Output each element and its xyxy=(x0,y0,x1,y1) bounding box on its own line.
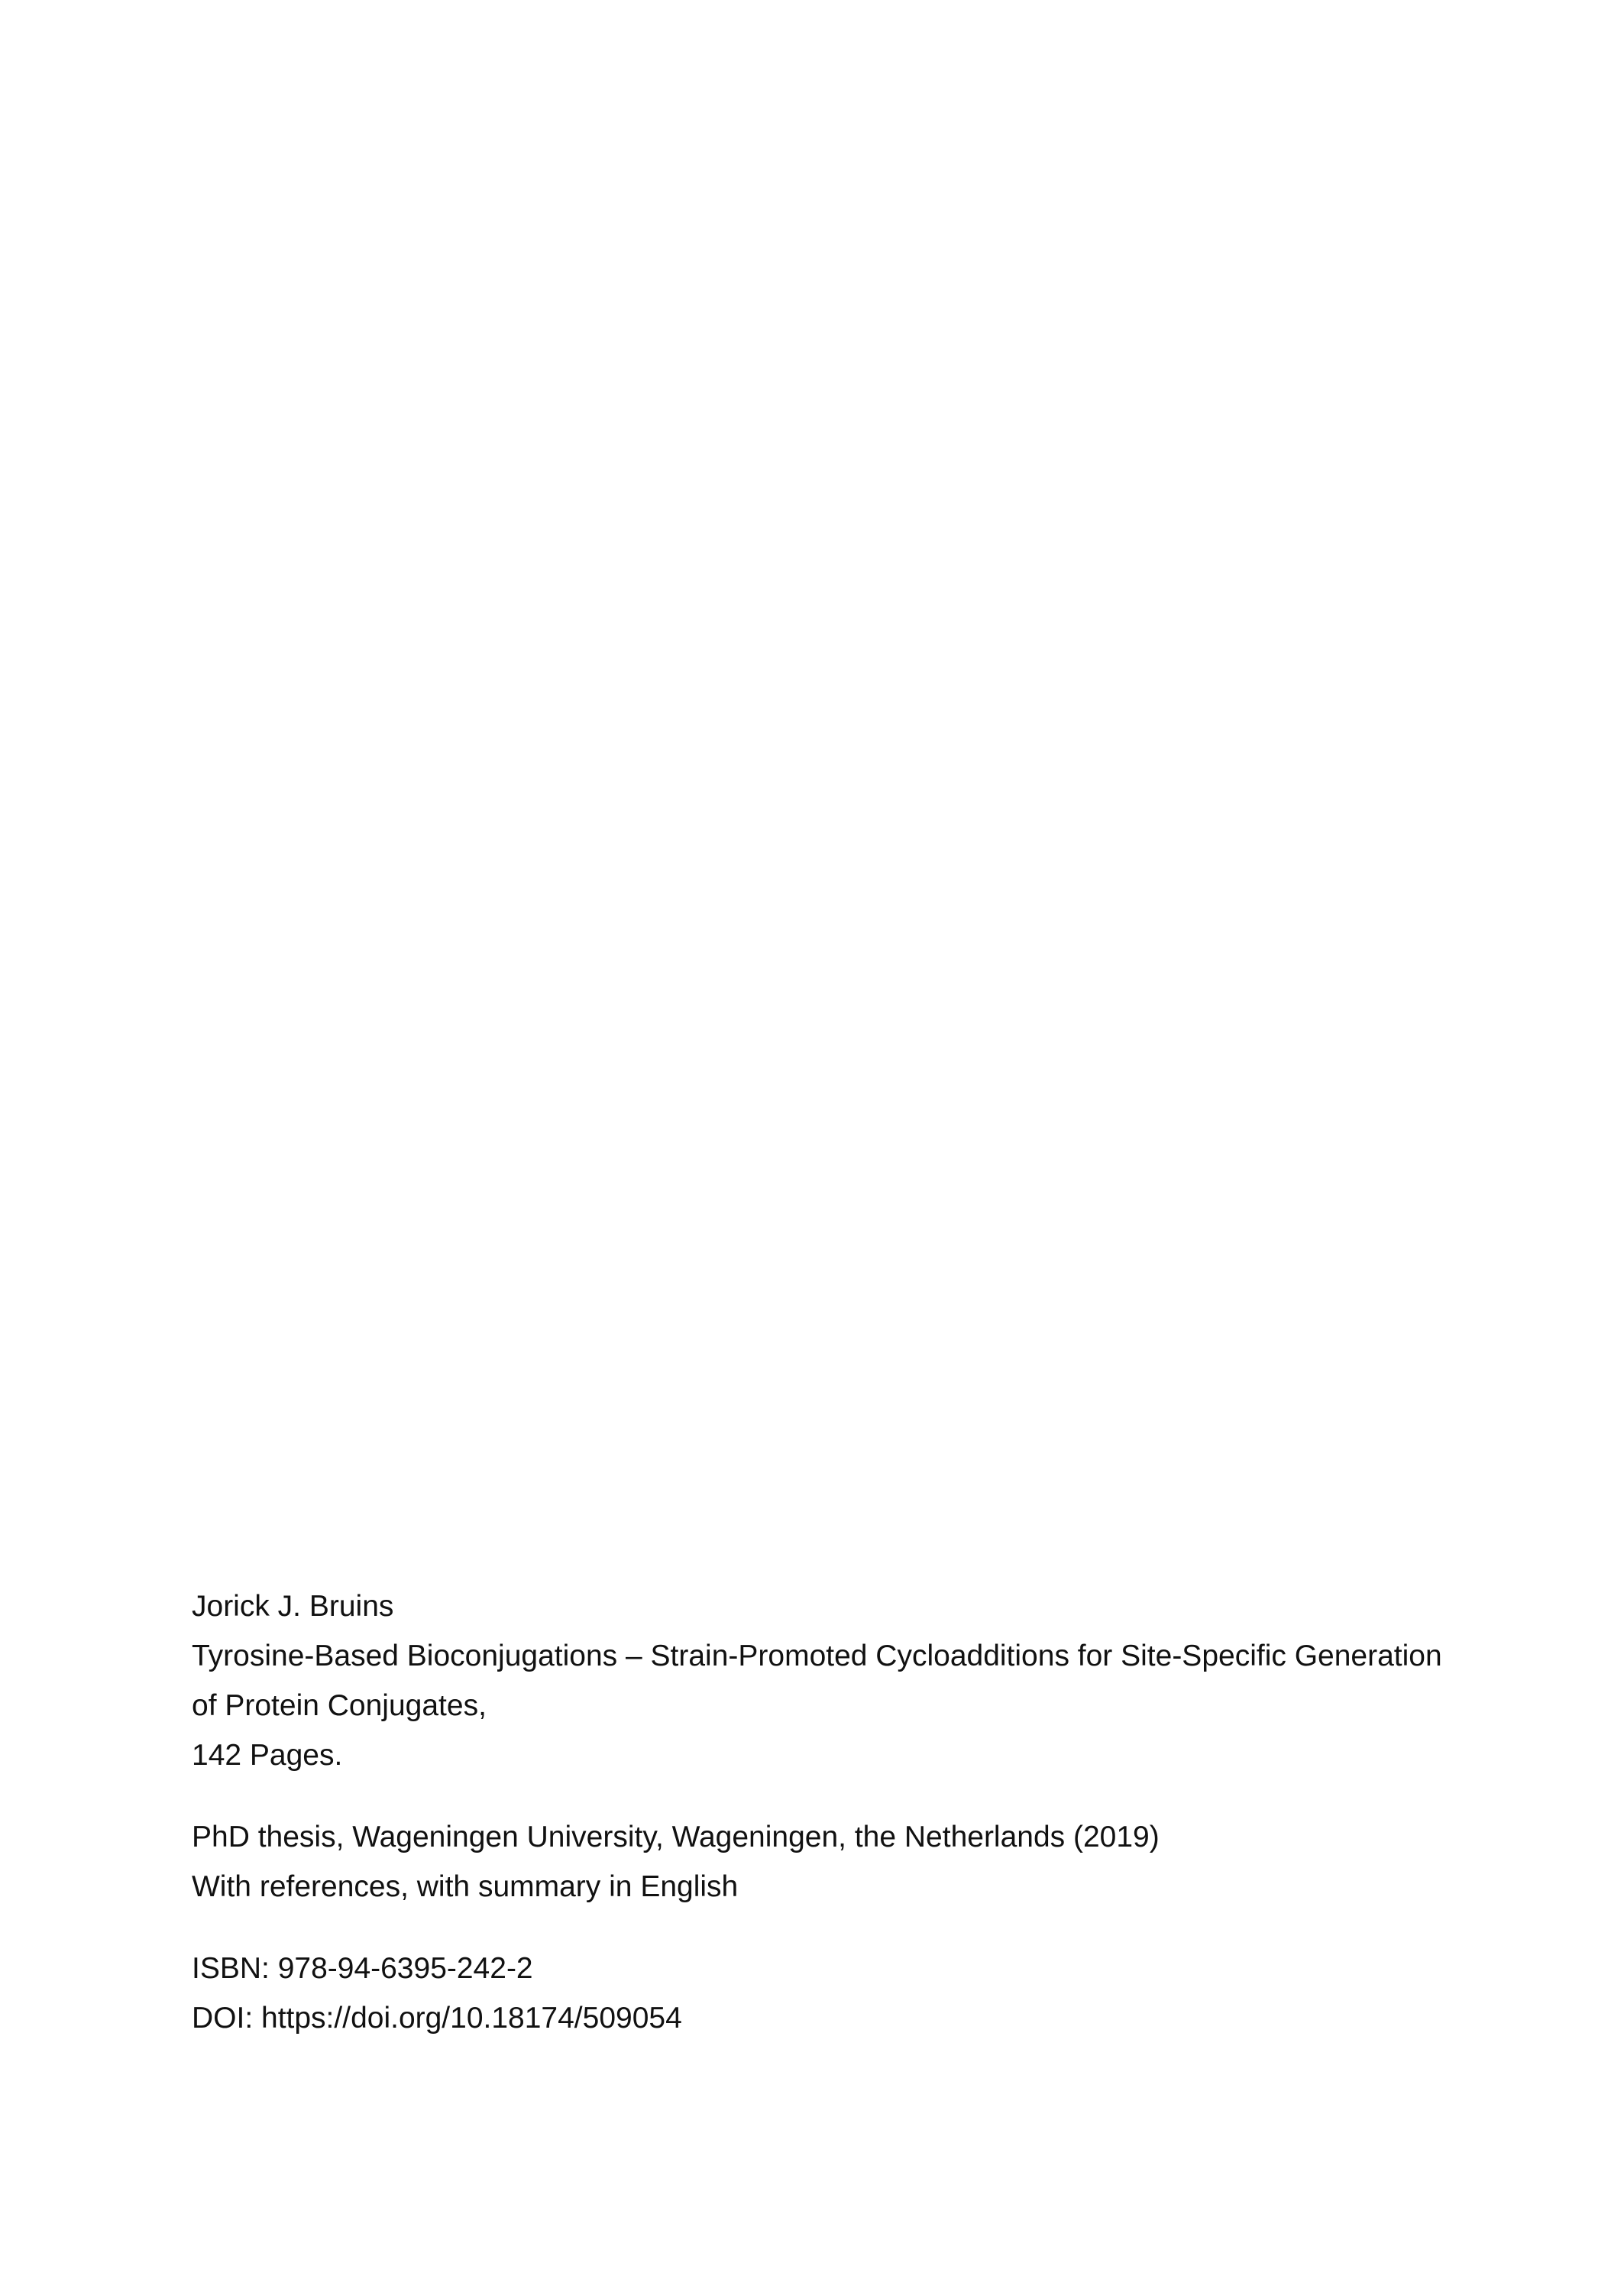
identifiers-block xyxy=(192,1944,1490,2043)
bibliographic-block xyxy=(192,1581,1490,1780)
thesis-institution: PhD thesis, Wageningen University, Wageningen, the Netherlands (2019) xyxy=(192,1821,1160,1853)
page-count: 142 Pages. xyxy=(192,1739,343,1772)
references-note: With references, with summary in English xyxy=(192,1870,739,1903)
thesis-title-line-1: Tyrosine-Based Bioconjugations – Strain-Promoted Cycloadditions for Site-Specific Generation xyxy=(192,1640,1442,1672)
imprint-block xyxy=(192,1581,1490,2043)
doi: DOI: https://doi.org/10.18174/509054 xyxy=(192,2002,682,2035)
thesis-info-block xyxy=(192,1812,1490,1912)
thesis-title-line-2: of Protein Conjugates, xyxy=(192,1689,487,1722)
isbn: ISBN: 978-94-6395-242-2 xyxy=(192,1952,533,1985)
author-name: Jorick J. Bruins xyxy=(192,1590,394,1623)
